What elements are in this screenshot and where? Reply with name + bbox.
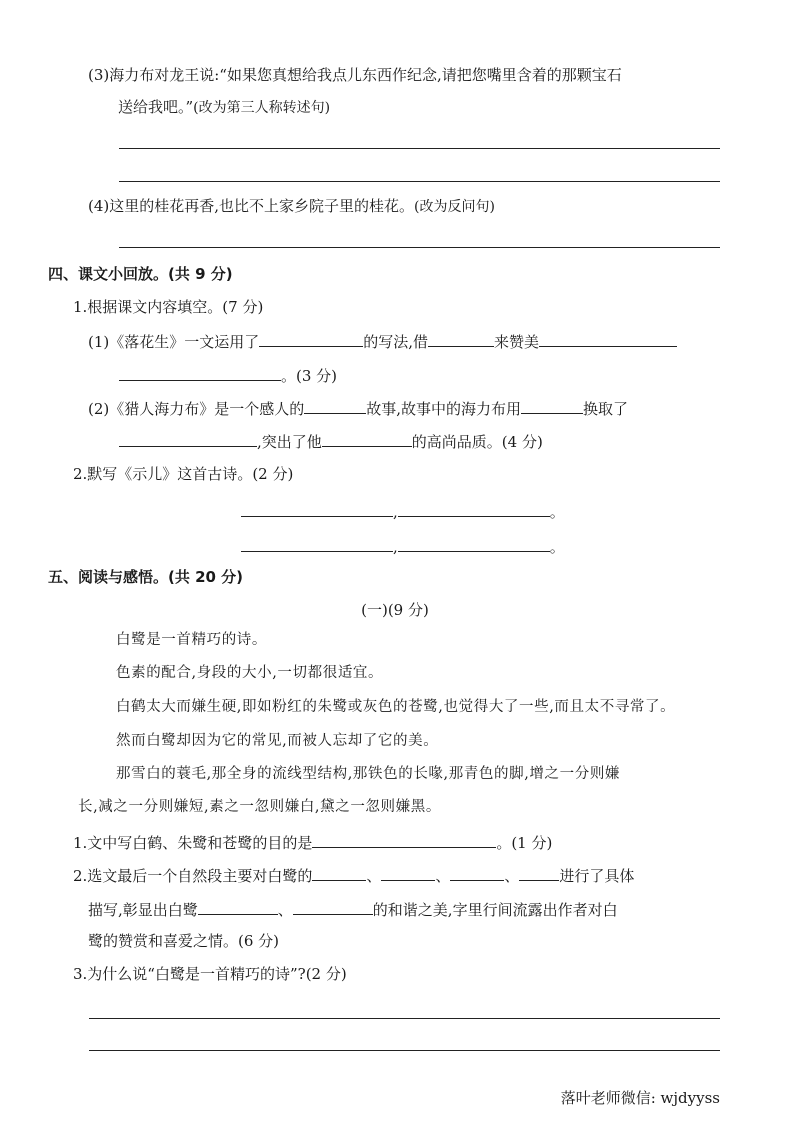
section-5-q2 — [73, 864, 634, 886]
q2-text-c: 描写,彰显出白鹭 — [88, 901, 198, 919]
passage-paragraph: 那雪白的蓑毛,那全身的流线型结构,那铁色的长喙,那青色的脚,增之一分则嫌 — [116, 766, 621, 782]
answer-line[interactable] — [89, 1050, 720, 1051]
question-3-text: 送给我吧。” — [118, 98, 194, 116]
fill-blank[interactable] — [241, 535, 393, 552]
section-4-q1-item2-cont — [119, 430, 543, 452]
fill-blank[interactable] — [519, 864, 559, 881]
separator: 、 — [504, 867, 520, 885]
fill-blank[interactable] — [198, 898, 278, 915]
fill-blank[interactable] — [539, 330, 677, 347]
fill-blank[interactable] — [119, 430, 257, 447]
section-4-q1-item1 — [88, 330, 677, 352]
fill-blank[interactable] — [312, 831, 496, 848]
question-3-note: (改为第三人称转述句) — [193, 100, 331, 116]
fill-blank[interactable] — [293, 898, 373, 915]
answer-line[interactable] — [119, 247, 720, 248]
item1-text-a: (1)《落花生》一文运用了 — [88, 333, 260, 351]
fill-blank[interactable] — [304, 397, 366, 414]
passage-paragraph: 色素的配合,身段的大小,一切都很适宜。 — [116, 665, 384, 681]
section-5-q1 — [73, 831, 552, 853]
q1-score: 。(1 分) — [496, 834, 553, 852]
section-4-q1-item2 — [88, 397, 628, 419]
poem-line-1 — [241, 500, 565, 522]
answer-line[interactable] — [119, 181, 720, 182]
item2-text-c: 换取了 — [583, 400, 629, 418]
footer-contact: 落叶老师微信: wjdyyss — [560, 1089, 720, 1107]
fill-blank[interactable] — [241, 500, 393, 517]
question-3-line2 — [118, 97, 330, 118]
period: 。 — [549, 538, 565, 556]
q2-text-d: 的和谐之美,字里行间流露出作者对白 — [372, 901, 618, 919]
item2-text-d: ,突出了他 — [257, 433, 322, 451]
fill-blank[interactable] — [398, 500, 550, 517]
section-5-q2-cont2: 鹭的赞赏和喜爱之情。(6 分) — [88, 932, 280, 950]
question-4-note: (改为反问句) — [414, 199, 495, 215]
fill-blank[interactable] — [119, 364, 281, 381]
question-4 — [88, 196, 495, 217]
section-4-q2-prompt: 2.默写《示儿》这首古诗。(2 分) — [73, 465, 294, 483]
fill-blank[interactable] — [259, 330, 363, 347]
period: 。 — [549, 503, 565, 521]
passage-paragraph: 然而白鹭却因为它的常见,而被人忘却了它的美。 — [116, 733, 439, 749]
comma: , — [393, 538, 398, 556]
fill-blank[interactable] — [312, 864, 366, 881]
separator: 、 — [366, 867, 382, 885]
question-3-line1: (3)海力布对龙王说:“如果您真想给我点儿东西作纪念,请把您嘴里含着的那颗宝石 — [88, 66, 622, 84]
section-4-heading: 四、课文小回放。(共 9 分) — [48, 265, 233, 283]
passage-paragraph: 白鹭是一首精巧的诗。 — [116, 632, 267, 648]
comma: , — [393, 503, 398, 521]
answer-line[interactable] — [89, 1018, 720, 1019]
separator: 、 — [277, 901, 293, 919]
section-4-q1-item1-cont — [119, 364, 337, 386]
passage-paragraph: 白鹤太大而嫌生硬,即如粉红的朱鹭或灰色的苍鹭,也觉得大了一些,而且太不寻常了。 — [116, 699, 676, 715]
item2-score: 的高尚品质。(4 分) — [411, 433, 543, 451]
q1-text: 1.文中写白鹤、朱鹭和苍鹭的目的是 — [73, 834, 313, 852]
item1-score: 。(3 分) — [281, 367, 338, 385]
fill-blank[interactable] — [521, 397, 583, 414]
part-title: (一)(9 分) — [361, 601, 429, 619]
item1-text-c: 来赞美 — [494, 333, 540, 351]
item2-text-a: (2)《猎人海力布》是一个感人的 — [88, 400, 305, 418]
fill-blank[interactable] — [398, 535, 550, 552]
question-4-text: (4)这里的桂花再香,也比不上家乡院子里的桂花。 — [88, 197, 415, 215]
q2-text-a: 2.选文最后一个自然段主要对白鹭的 — [73, 867, 313, 885]
answer-line[interactable] — [119, 148, 720, 149]
fill-blank[interactable] — [450, 864, 504, 881]
separator: 、 — [435, 867, 451, 885]
section-5-q3-prompt: 3.为什么说“白鹭是一首精巧的诗”?(2 分) — [73, 965, 347, 983]
section-4-q1-prompt: 1.根据课文内容填空。(7 分) — [73, 298, 264, 316]
item1-text-b: 的写法,借 — [363, 333, 429, 351]
section-5-heading: 五、阅读与感悟。(共 20 分) — [48, 568, 244, 586]
q2-text-b: 进行了具体 — [559, 867, 635, 885]
fill-blank[interactable] — [322, 430, 412, 447]
section-5-q2-cont — [88, 898, 618, 920]
fill-blank[interactable] — [381, 864, 435, 881]
fill-blank[interactable] — [428, 330, 494, 347]
item2-text-b: 故事,故事中的海力布用 — [366, 400, 522, 418]
poem-line-2 — [241, 535, 565, 557]
passage-paragraph-cont: 长,减之一分则嫌短,素之一忽则嫌白,黛之一忽则嫌黑。 — [78, 799, 441, 815]
